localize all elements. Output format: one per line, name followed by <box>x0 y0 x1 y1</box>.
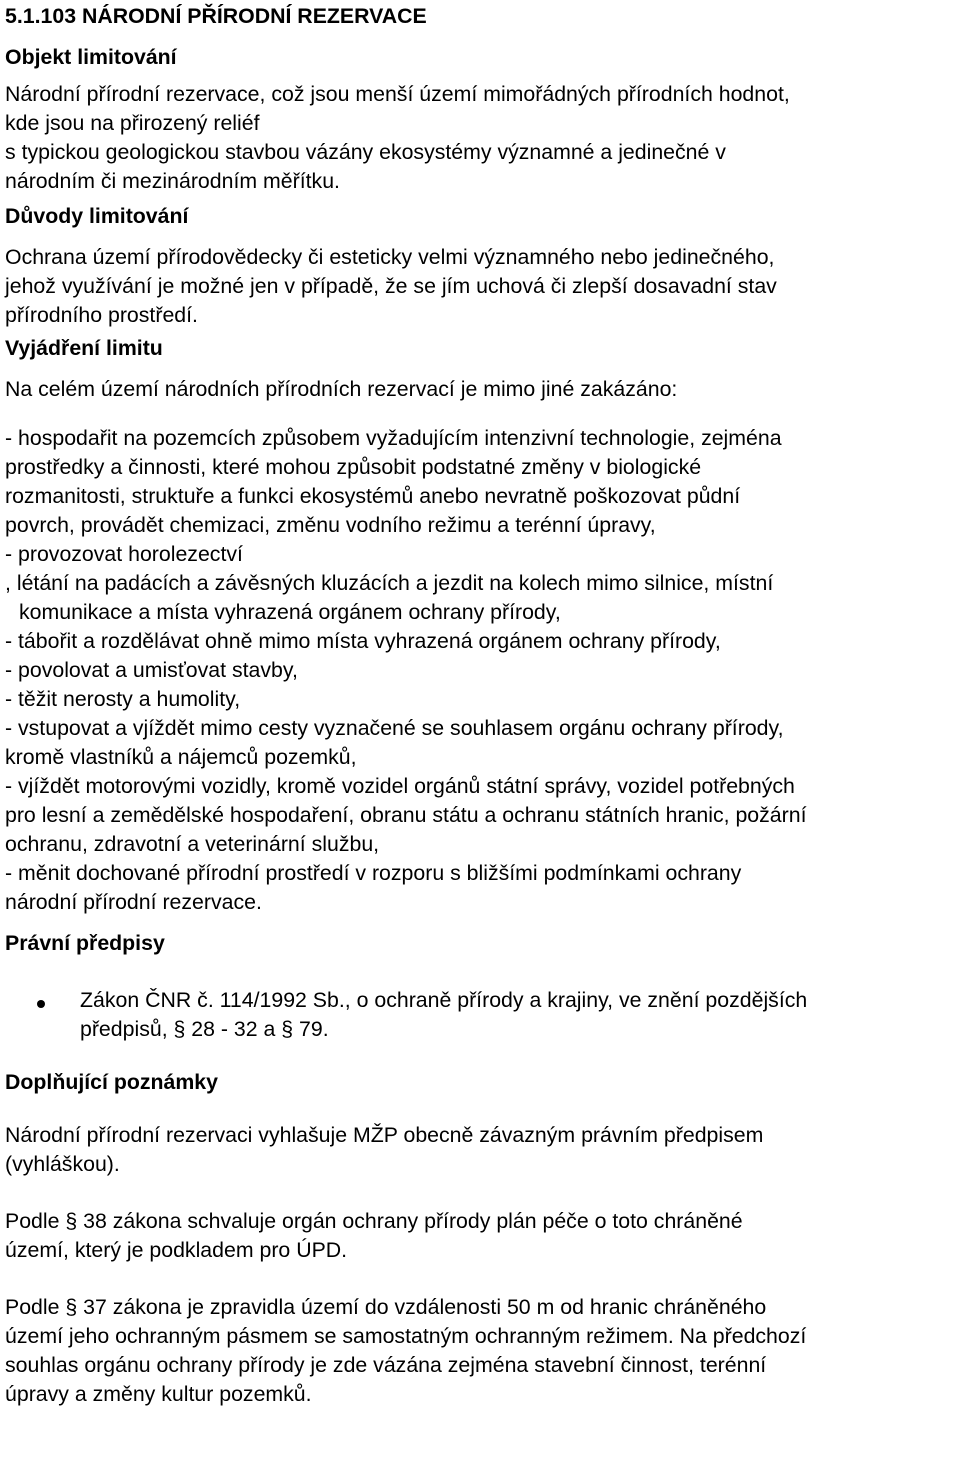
text-line: - vjíždět motorovými vozidly, kromě vozidel orgánů státní správy, vozidel potřebných <box>5 774 795 798</box>
heading-vyjadreni: Vyjádření limitu <box>5 336 163 360</box>
text-line: Podle § 37 zákona je zpravidla území do vzdálenosti 50 m od hranic chráněného <box>5 1295 767 1319</box>
text-line: - vstupovat a vjíždět mimo cesty vyznačené se souhlasem orgánu ochrany přírody, <box>5 716 784 740</box>
text-line: (vyhláškou). <box>5 1152 120 1176</box>
text-line: území jeho ochranným pásmem se samostatným ochranným režimem. Na předchozí <box>5 1324 807 1348</box>
duvody-text <box>5 243 957 330</box>
text-line: pro lesní a zemědělské hospodaření, obranu státu a ochranu státních hranic, požární <box>5 803 807 827</box>
text-line: prostředky a činnosti, které mohou způsobit podstatné změny v biologické <box>5 455 702 479</box>
bullet-item <box>5 986 957 1044</box>
text-line: s typickou geologickou stavbou vázány ekosystémy významné a jedinečné v <box>5 140 726 164</box>
text-line: povrch, provádět chemizaci, změnu vodního režimu a terénní úpravy, <box>5 513 656 537</box>
text-line: národní přírodní rezervace. <box>5 890 262 914</box>
doplnujici-paragraph <box>5 1121 957 1179</box>
text-line: Podle § 38 zákona schvaluje orgán ochrany přírody plán péče o toto chráněné <box>5 1209 743 1233</box>
text-line: přírodního prostředí. <box>5 303 198 327</box>
text-line: kromě vlastníků a nájemců pozemků, <box>5 745 357 769</box>
text-line: - hospodařit na pozemcích způsobem vyžadujícím intenzivní technologie, zejména <box>5 426 782 450</box>
bullet-icon <box>37 1000 45 1008</box>
page-title: 5.1.103 NÁRODNÍ PŘÍRODNÍ REZERVACE <box>5 4 427 28</box>
text-line: , létání na padácích a závěsných kluzácích a jezdit na kolech mimo silnice, místní <box>5 571 774 595</box>
vyjadreni-list <box>5 424 957 917</box>
text-line: předpisů, § 28 - 32 a § 79. <box>80 1017 329 1041</box>
vyjadreni-intro: Na celém území národních přírodních rezervací je mimo jiné zakázáno: <box>5 377 678 401</box>
text-line: jehož využívání je možné jen v případě, že se jím uchová či zlepší dosavadní stav <box>5 274 777 298</box>
text-line: území, který je podkladem pro ÚPD. <box>5 1238 348 1262</box>
text-line: - povolovat a umisťovat stavby, <box>5 658 298 682</box>
doplnujici-paragraph <box>5 1293 957 1409</box>
text-line: - těžit nerosty a humolity, <box>5 687 241 711</box>
text-line: kde jsou na přirozený reliéf <box>5 111 260 135</box>
text-line: komunikace a místa vyhrazená orgánem ochrany přírody, <box>19 600 561 624</box>
text-line: - tábořit a rozdělávat ohně mimo místa vyhrazená orgánem ochrany přírody, <box>5 629 721 653</box>
text-line: Národní přírodní rezervaci vyhlašuje MŽP obecně závazným právním předpisem <box>5 1123 764 1147</box>
text-line: - měnit dochované přírodní prostředí v rozporu s bližšími podmínkami ochrany <box>5 861 742 885</box>
text-line: rozmanitosti, struktuře a funkci ekosystémů anebo nevratně poškozovat půdní <box>5 484 741 508</box>
heading-duvody: Důvody limitování <box>5 204 189 228</box>
text-line: Zákon ČNR č. 114/1992 Sb., o ochraně přírody a krajiny, ve znění pozdějších <box>80 988 808 1012</box>
heading-objekt: Objekt limitování <box>5 45 177 69</box>
text-line: národním či mezinárodním měřítku. <box>5 169 340 193</box>
text-line: Národní přírodní rezervace, což jsou menší území mimořádných přírodních hodnot, <box>5 82 790 106</box>
doplnujici-paragraph <box>5 1207 957 1265</box>
objekt-text <box>5 80 957 196</box>
text-line: ochranu, zdravotní a veterinární službu, <box>5 832 380 856</box>
text-line: Ochrana území přírodovědecky či esteticky velmi významného nebo jedinečného, <box>5 245 775 269</box>
text-line: - provozovat horolezectví <box>5 542 243 566</box>
text-line: úpravy a změny kultur pozemků. <box>5 1382 312 1406</box>
document-page <box>5 0 957 1409</box>
heading-pravni: Právní předpisy <box>5 931 165 955</box>
text-line: souhlas orgánu ochrany přírody je zde vázána zejména stavební činnost, terénní <box>5 1353 767 1377</box>
heading-doplnujici: Doplňující poznámky <box>5 1070 218 1094</box>
